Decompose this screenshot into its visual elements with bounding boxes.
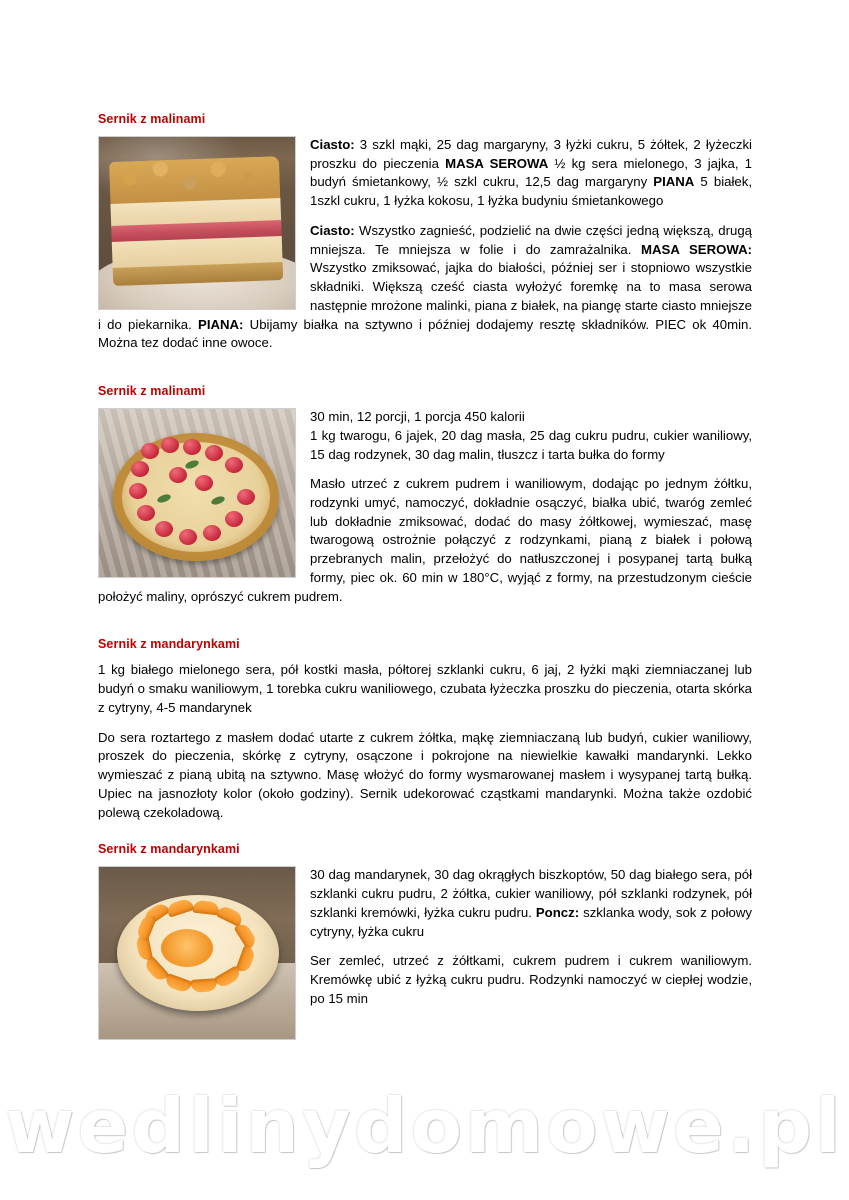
ingredients-paragraph: 1 kg białego mielonego sera, pół kostki masła, półtorej szklanki cukru, 6 jaj, 2 łyżki mąki ziemniaczanej lub budyń o smaku waniliowym, 1 torebka cukru waniliowego, czubata łyżeczka proszku do pieczenia, otarta skórka z cytryny, 4-5 mandarynek [98, 662, 752, 715]
label-masa-serowa: MASA SEROWA [445, 155, 549, 171]
preparation-paragraph: Masło utrzeć z cukrem pudrem i waniliowym, dodając po jednym żółtku, rodzynki umyć, namoczyć, dokładnie osączyć, białka ubić, twaróg zemleć lub dokładnie zmiksować, dodać do masy żółtkowej, wymieszać, masę twarogową ostrożnie połączyć z rodzynkami, pianą z białek i połową przebranych malin, przełożyć do natłuszczonej i posypanej tartą bułką formy, piec ok. 60 min w 180°C, wyjąć z formy, na przestudzonym cieście położyć maliny, oprószyć cukrem pudrem. [98, 476, 752, 604]
recipe-section [98, 842, 752, 1044]
preparation-paragraph: Ciasto: Wszystko zagnieść, podzielić na dwie części jedną większą, drugą mniejsza. Te mniejsza w folie i do zamrażalnika. MASA SEROWA: Wszystko zmiksować, jajka do białości, później ser i stopniowo wszystkie składniki. Większą cześć ciasta wyłożyć foremkę na to masa serowa następnie mrożone malinki, piana z białek, na piangę starte ciasto mniejsze i do piekarnika. PIANA: Ubijamy białka na sztywno i później dodajemy resztę składników. PIEC ok 40min. Można tez dodać inne owoce. [98, 222, 752, 351]
recipe-text [98, 661, 752, 822]
mandarin-cake-photo [98, 866, 296, 1040]
raspberry-tart-photo [98, 408, 296, 578]
recipe-title: Sernik z malinami [98, 384, 206, 399]
recipe-title: Sernik z malinami [98, 112, 206, 126]
cheesecake-slice-photo [98, 136, 296, 310]
document-content [98, 112, 752, 1064]
label-ciasto-2: Ciasto: [310, 222, 355, 238]
label-ciasto: Ciasto: [310, 137, 355, 152]
preparation-paragraph: Ser zemleć, utrzeć z żółtkami, cukrem pudrem i cukrem waniliowym. Kremówkę ubić z łyżką cukru pudru. Rodzynki namoczyć w ciepłej wodzie, po 15 min [310, 953, 752, 1006]
label-piana-2: PIANA: [198, 316, 244, 332]
label-poncz: Poncz: [535, 904, 580, 920]
label-piana: PIANA [653, 174, 695, 190]
ingredients-paragraph: Ciasto: 3 szkl mąki, 25 dag margaryny, 3 łyżki cukru, 5 żółtek, 2 łyżeczki proszku do pieczenia MASA SEROWA ½ kg sera mielonego, 3 jajka, 1 budyń śmietankowy, ½ szkl cukru, 12,5 dag margaryny PIANA 5 białek, 1szkl cukru, 1 łyżka kokosu, 1 łyżka budyniu śmietankowego [310, 137, 753, 209]
recipe-title: Sernik z mandarynkami [98, 637, 240, 652]
site-watermark: wedlinydomowe.pl [5, 1082, 844, 1170]
serving-info: 30 min, 12 porcji, 1 porcja 450 kalorii [310, 409, 525, 425]
label-masa-serowa-2: MASA SEROWA: [641, 241, 752, 257]
recipe-section [98, 637, 752, 822]
ingredients-paragraph: 1 kg twarogu, 6 jajek, 20 dag masła, 25 dag cukru pudru, cukier waniliowy, 15 dag rodzynek, 30 dag malin, tłuszcz i tarta bułka do formy [310, 427, 752, 462]
recipe-section [98, 384, 752, 617]
recipe-title: Sernik z mandarynkami [98, 842, 240, 857]
ingredients-paragraph: 30 dag mandarynek, 30 dag okrągłych biszkoptów, 50 dag białego sera, pół szklanki cukru pudru, 2 żółtka, cukier waniliowy, pół szklanki rodzynek, pół szklanki kremówki, łyżka cukru pudru. Poncz: szklanka wody, sok z połowy cytryny, łyżka cukru [310, 867, 753, 939]
recipe-section [98, 112, 752, 364]
preparation-paragraph: Do sera roztartego z masłem dodać utarte z cukrem żółtka, mąkę ziemniaczaną lub budyń, cukier waniliowy, proszek do pieczenia, skórkę z cytryny, osączone i pokrojone na niewielkie kawałki mandarynki. Lekko wymieszać z pianą ubitą na sztywno. Masę włożyć do formy wysmarowanej masłem i wysypanej tartą bułką. Upiec na jasnozłoty kolor (około godziny). Sernik udekorować cząstkami mandarynki. Można także ozdobić polewą czekoladową. [98, 729, 752, 820]
